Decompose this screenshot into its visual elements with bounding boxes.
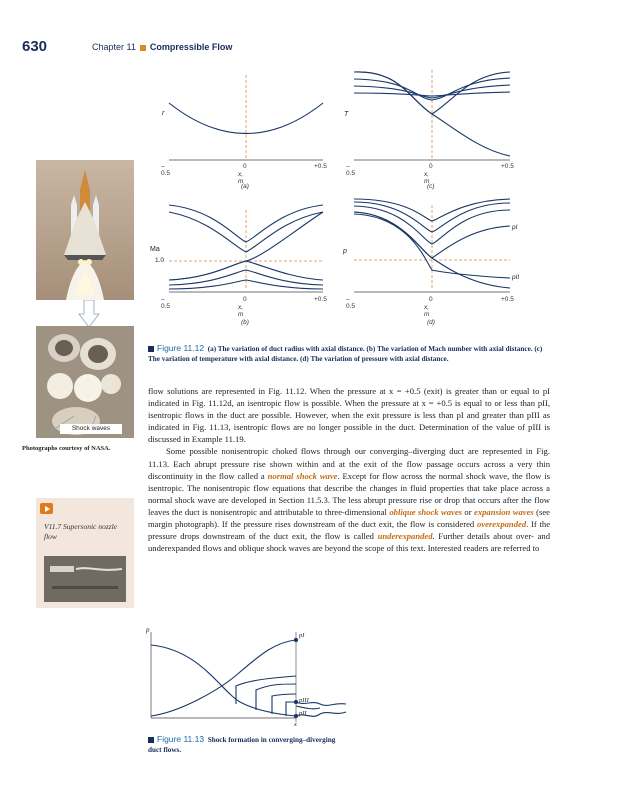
panel-a-sublabel: (a): [241, 183, 249, 190]
panel-b-tick-right: +0.5: [314, 296, 327, 303]
keyword-normal-shock-wave: normal shock wave: [267, 470, 338, 481]
fig13-pIII-label: pIII: [299, 697, 309, 704]
panel-d-pI-label: pI: [512, 224, 518, 231]
panel-c-tick-left: –0.5: [346, 163, 356, 177]
zoom-arrow-icon: [78, 300, 100, 328]
panel-d-sublabel: (d): [427, 319, 435, 326]
panel-c-xlabel: x, m: [424, 171, 430, 185]
keyword-expansion-waves: expansion waves: [474, 506, 534, 517]
p2-segment-a: Some possible nonisentropic choked flows through our converging–diverging duct are represented in Fig. 11.13. Each abrupt pressure rise shown within and at the exit of the flow passage occurs across a very thin discontinuity in the flow called a: [148, 446, 550, 481]
paragraph-2: [148, 445, 550, 554]
caption-square-icon: [148, 346, 154, 352]
video-thumbnail: [44, 556, 126, 602]
panel-d-pII-label: pII: [512, 274, 520, 281]
chapter-label: Chapter 11: [92, 42, 136, 52]
play-icon: [45, 506, 50, 512]
panel-a-ylabel: r: [162, 110, 165, 117]
panel-d-pressure: [354, 199, 510, 292]
video-play-button[interactable]: [40, 503, 53, 514]
panel-d-tick-mid: 0: [429, 296, 433, 303]
shock-waves-label: Shock waves: [60, 424, 122, 434]
keyword-oblique-shock-waves: oblique shock waves: [389, 506, 462, 517]
keyword-underexpanded: underexpanded: [377, 531, 433, 542]
panel-b-ylabel: Ma: [150, 246, 160, 253]
panel-c-ylabel: T: [344, 111, 349, 118]
p2-segment-e: . If the pressure drops downstream of the duct exit, the flow is called: [148, 519, 551, 542]
p2-segment-b: . Except for flow across the normal shock wave, the flow is isentropic. The nonisentropic flow equations that describe the changes in fluid properties that take place across a normal shock wave are developed in Section 11.5.3. The less abrupt pressure rise or drop that occurs after the flow leaves the duct is nonisentropic and attributable to three-dimensional: [148, 470, 550, 517]
panel-b-sublabel: (b): [241, 319, 249, 326]
p2-segment-f: . Further details about over- and underexpanded flows and oblique shock waves are beyond the scope of this text. Interested readers are referred to: [148, 531, 550, 554]
fig13-ylabel: p: [146, 626, 150, 634]
panel-b-xlabel: x, m: [238, 304, 244, 318]
panel-d-xlabel: x, m: [424, 304, 430, 318]
panel-c-tick-mid: 0: [429, 163, 433, 170]
figure-11-13-plot: [151, 632, 346, 722]
panel-c-sublabel: (c): [427, 183, 435, 190]
panel-c-temperature: [354, 70, 510, 160]
fig13-pI-label: pI: [299, 632, 305, 639]
panel-d-tick-right: +0.5: [501, 296, 514, 303]
fig13-xlabel: x: [294, 721, 297, 728]
figure-11-13-caption-text: Shock formation in converging–diverging duct flows.: [148, 736, 336, 754]
panel-d-ylabel: p: [343, 248, 347, 255]
p2-segment-d: (see margin photograph). If the pressure rises downstream of the duct exit, the flow is considered: [148, 506, 550, 530]
keyword-overexpanded: overexpanded: [476, 519, 527, 530]
panel-d-tick-left: –0.5: [346, 296, 356, 310]
figure-11-13-caption: [148, 734, 348, 755]
p2-segment-c: or: [462, 506, 475, 517]
shock-waves-photo: [36, 326, 134, 438]
page-number: 630: [22, 38, 48, 55]
shuttle-launch-photo: [36, 160, 134, 300]
chapter-title: Compressible Flow: [149, 42, 233, 52]
panel-a-tick-mid: 0: [243, 163, 247, 170]
figure-11-12-caption: [148, 343, 548, 364]
caption-square-icon: [148, 737, 154, 743]
panel-b-tick-mid: 0: [243, 296, 247, 303]
panel-a-radius: [169, 75, 323, 160]
photo-credit: Photographs courtesy of NASA.: [22, 445, 111, 452]
figure-11-13-label: Figure 11.13: [157, 734, 205, 744]
panel-b-mach: [169, 205, 323, 292]
video-title[interactable]: V11.7 Supersonic nozzle flow: [44, 522, 117, 541]
fig13-pII-label: pII: [299, 710, 307, 717]
panel-a-xlabel: x, m: [238, 171, 244, 185]
paragraph-1: flow solutions are represented in Fig. 11.12. When the pressure at x = +0.5 (exit) is greater than or equal to pI indicated in Fig. 11.12d, an isentropic flow is possible. When the pressure at x = +0.5 is equal to or less than pII, isentropic flows in the duct are possible. However, when the exit pressure is less than pI and greater than pIII as indicated in Fig. 11.13, isentropic flows are no longer possible in the duct. Determination of the value of pIII is discussed in Example 11.19.: [148, 386, 550, 445]
panel-a-tick-left: –0.5: [161, 163, 171, 177]
body-text: [148, 385, 550, 554]
panel-b-yref: 1.0: [155, 257, 165, 264]
figure-11-12-label: Figure 11.12: [157, 343, 205, 353]
panel-c-tick-right: +0.5: [501, 163, 514, 170]
panel-a-tick-right: +0.5: [314, 163, 327, 170]
figure-11-12-caption-text: (a) The variation of duct radius with axial distance. (b) The variation of Mach number with axial distance. (c) The variation of temperature with axial distance. (d) The variation of pressure with axial distance.: [148, 345, 543, 363]
panel-b-tick-left: –0.5: [161, 296, 171, 310]
